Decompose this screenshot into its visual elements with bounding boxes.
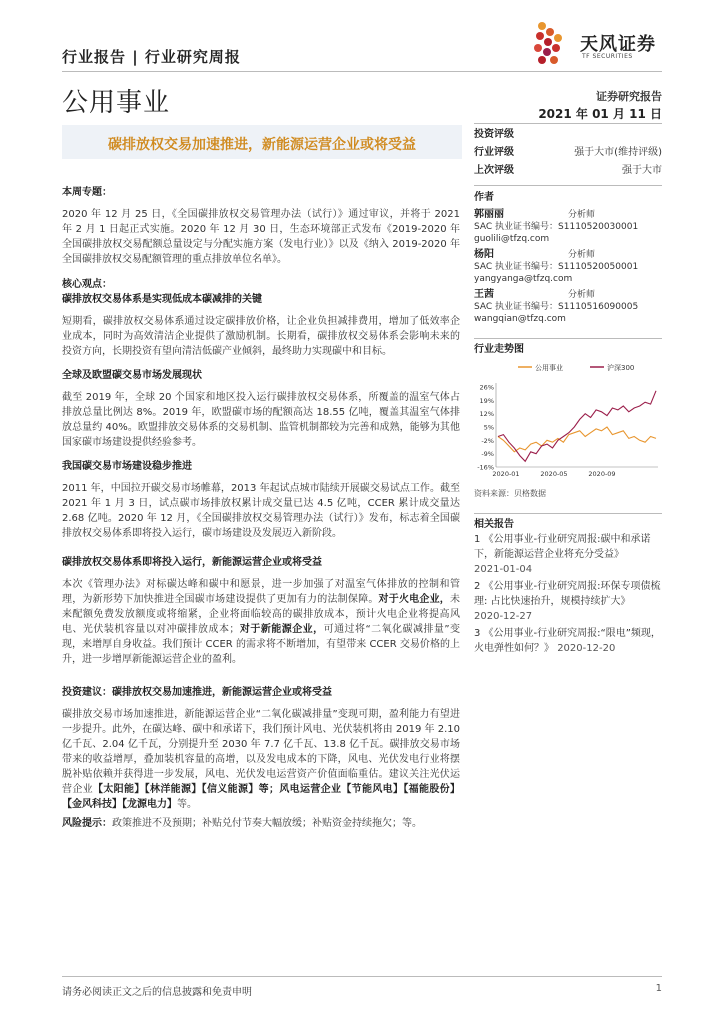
author-role: 分析师: [568, 250, 596, 260]
risk-text: 政策推进不及预期；补贴兑付节奏大幅放缓；补贴资金持续拖欠；等。: [112, 818, 422, 829]
logo-dot: [538, 56, 546, 64]
highlight-text: 对于新能源企业，: [239, 624, 324, 635]
logo-dot: [538, 22, 546, 30]
y-tick-label: 12%: [479, 410, 494, 419]
section-title: 碳排放权交易体系即将投入运行，新能源运营企业或将受益: [62, 557, 322, 568]
text-run: 未来配额免费发放额度或将缩紧，企业将面临较高的碳排放成本，预计火电企业将提高风电、光伏装机容量以对冲碳排放成本；: [62, 594, 461, 635]
author-entry: [474, 209, 662, 245]
sidebar-divider: [474, 123, 662, 124]
related-report-date: 2020-12-27: [474, 611, 533, 622]
legend-label: 沪深300: [607, 364, 635, 372]
x-tick-label: 2020-05: [540, 470, 568, 478]
section-paragraph: [62, 707, 460, 812]
logo-dot: [550, 56, 558, 64]
author-sac: SAC 执业证书编号：S1110520050001: [474, 262, 639, 272]
rating-value: 强于大市: [622, 165, 662, 176]
logo-dot: [544, 38, 552, 46]
report-date: 2021 年 01 月 11 日: [538, 107, 662, 121]
section-title: 碳排放权交易体系是实现低成本碳减排的关键: [62, 294, 262, 305]
y-tick-label: 19%: [479, 396, 494, 405]
footer-disclaimer: 请务必阅读正文之后的信息披露和免责申明: [62, 987, 252, 998]
section-paragraph: 短期看，碳排放权交易体系通过设定碳排放价格，让企业负担减排费用，增加了低效率企业成本，同时为高效清洁企业提供了激励机制。长期看，碳排放权交易体系会影响未来的投资方向，长期投资有望向清洁低碳产业倾斜，最终助力实现碳中和目标。: [62, 316, 460, 357]
legend-label: 公用事业: [535, 364, 563, 372]
text-run: 碳排放交易市场加速推进，新能源运营企业“二氧化碳减排量”变现可期，盈利能力有望进一步提升。此外，在碳达峰、碳中和承诺下，我们预计风电、光伏装机将由 2019 年 2.10 亿千瓦、2.04 亿千瓦，分别提升至 2030 年 7.7 亿千瓦、13.8 亿千瓦。碳排放交易市场带来的收益增厚，叠加装机容量的高增，以及发电成本的下降，风电、光伏发电行业将摆脱补贴依赖并获得进一步发展，风电、光伏发电运营资产价值面临重估。建议关注光伏运营企业: [62, 709, 460, 795]
logo-dot: [536, 32, 544, 40]
report-title: 碳排放权交易加速推进，新能源运营企业或将受益: [108, 137, 416, 153]
x-tick-label: 2020-01: [492, 470, 520, 478]
topic-paragraph: 2020 年 12 月 25 日，《全国碳排放权交易管理办法（试行）》通过审议，并将于 2021 年 2 月 1 日起正式实施。2020 年 12 月 30 日，生态环境部正式发布《2019-2020 年全国碳排放权交易配额总量设定与分配实施方案（发电行业）》以及《纳入 2019-2020 年全国碳排放权交易配额管理的重点排放单位名单》。: [62, 209, 460, 265]
author-sac: SAC 执业证书编号：S1110516090005: [474, 302, 639, 312]
logo-dot: [546, 28, 554, 36]
page-number: 1: [655, 983, 662, 994]
brand-name: 天风证券: [580, 34, 656, 55]
author-email[interactable]: yangyanga@tfzq.com: [474, 274, 573, 284]
brand-logo-icon: [530, 20, 578, 68]
related-report-date: 2020-12-20: [557, 643, 616, 654]
author-entry: [474, 289, 662, 325]
sidebar-divider: [474, 338, 662, 339]
author-name: 王茜: [474, 289, 494, 300]
risk-paragraph: [62, 816, 460, 831]
logo-dot: [543, 48, 551, 56]
y-tick-label: -16%: [477, 463, 494, 472]
x-tick-label: 2020-09: [588, 470, 616, 478]
highlight-text: 对于火电企业，: [378, 594, 451, 605]
chart-source: 资料来源：贝格数据: [474, 489, 546, 498]
logo-dot: [552, 44, 560, 52]
related-report-date: 2021-01-04: [474, 564, 533, 575]
rating-label: 投资评级: [474, 129, 514, 140]
main-content: [62, 185, 460, 831]
y-tick-label: -9%: [481, 450, 494, 459]
rating-key: 上次评级: [474, 165, 514, 176]
y-tick-label: -2%: [481, 436, 494, 445]
author-name: 郭丽丽: [474, 209, 504, 220]
industry-trend-chart: [474, 355, 662, 481]
series-line-hs300: [498, 391, 656, 462]
y-tick-label: 26%: [479, 383, 494, 392]
related-report-title[interactable]: 2 《公用事业-行业研究周报:环保专项债梳理: 占比快速抬升，规模持续扩大》: [474, 581, 661, 607]
author-email[interactable]: guolili@tfzq.com: [474, 234, 550, 244]
topic-label: 本周专题：: [62, 187, 112, 198]
report-label: 证券研究报告: [596, 90, 662, 103]
related-label: 相关报告: [474, 519, 514, 530]
doc-type-label: 行业报告 | 行业研究周报: [62, 48, 241, 66]
rating-row: [474, 162, 662, 180]
author-role: 分析师: [568, 290, 596, 300]
section-title: 全球及欧盟碳交易市场发展现状: [62, 370, 202, 381]
rating-section: [474, 125, 662, 180]
author-name: 杨阳: [474, 249, 494, 260]
author-email[interactable]: wangqian@tfzq.com: [474, 314, 566, 324]
text-run: 可通过将“二氧化碳减排量”变现，来增厚自身收益。我们预计 CCER 的需求将不断增加，有望带来 CCER 交易价格的上升，进一步增厚新能源运营企业的盈利。: [62, 624, 461, 665]
logo-dot: [554, 34, 562, 42]
highlight-text: 【太阳能】【林洋能源】【信义能源】等；风电运营企业【节能风电】【福能股份】【金风科技】【龙源电力】: [62, 784, 460, 810]
rating-value: 强于大市(维持评级): [574, 147, 662, 158]
section-title: 我国碳交易市场建设稳步推进: [62, 461, 192, 472]
brand-name-en: TF SECURITIES: [582, 53, 633, 60]
related-report-item[interactable]: [474, 532, 662, 577]
authors-section: [474, 188, 662, 325]
rating-row: [474, 144, 662, 162]
text-run: 等。: [177, 799, 197, 810]
sidebar-divider: [474, 185, 662, 186]
author-role: 分析师: [568, 210, 596, 220]
section-paragraph: [62, 577, 460, 667]
related-report-item[interactable]: [474, 626, 662, 656]
risk-label: 风险提示：: [62, 818, 112, 829]
industry-title: 公用事业: [62, 88, 171, 118]
related-section: [474, 515, 662, 656]
core-label: 核心观点：: [62, 279, 112, 290]
section-paragraph: 2011 年，中国拉开碳交易市场帷幕，2013 年起试点城市陆续开展碳交易试点工作。截至 2021 年 1 月 3 日，试点碳市场排放权累计成交量已达 4.5 亿吨，CCER 累计成交量达 2.68 亿吨。2020 年 12 月，《全国碳排放权交易管理办法（试行）》发布，标志着全国碳排放权交易体系即将投入运行，碳市场建设及发展迈入新阶段。: [62, 483, 460, 539]
logo-dot: [534, 44, 542, 52]
trend-label: 行业走势图: [474, 344, 524, 355]
text-run: 本次《管理办法》对标碳达峰和碳中和愿景，进一步加强了对温室气体排放的控制和管理，为新形势下加快推进全国碳市场建设提供了更加有力的法制保障。: [62, 579, 460, 605]
authors-label: 作者: [474, 192, 494, 203]
related-report-title[interactable]: 1 《公用事业-行业研究周报:碳中和承诺下，新能源运营企业将充分受益》: [474, 534, 651, 560]
rating-key: 行业评级: [474, 147, 514, 158]
header-divider: [62, 71, 662, 72]
footer-divider: [62, 976, 662, 977]
section-title: 投资建议：碳排放权交易加速推进，新能源运营企业或将受益: [62, 687, 332, 698]
related-report-item[interactable]: [474, 579, 662, 624]
sidebar-divider: [474, 513, 662, 514]
y-tick-label: 5%: [483, 423, 494, 432]
author-sac: SAC 执业证书编号：S1110520030001: [474, 222, 639, 232]
series-line-utility: [498, 427, 656, 452]
author-entry: [474, 249, 662, 285]
related-report-title[interactable]: 3 《公用事业-行业研究周报:“限电”频现，火电弹性如何？》: [474, 628, 661, 654]
section-paragraph: 截至 2019 年，全球 20 个国家和地区投入运行碳排放权交易体系，所覆盖的温室气体占排放总量比例达 8%。2019 年，欧盟碳市场的配额高达 18.55 亿吨，覆盖其温室气体排放总量约 40%。欧盟排放交易体系的交易机制、监管机制都较为完善和成熟，能够为其他国家碳市场建设提供经验参考。: [62, 392, 460, 448]
